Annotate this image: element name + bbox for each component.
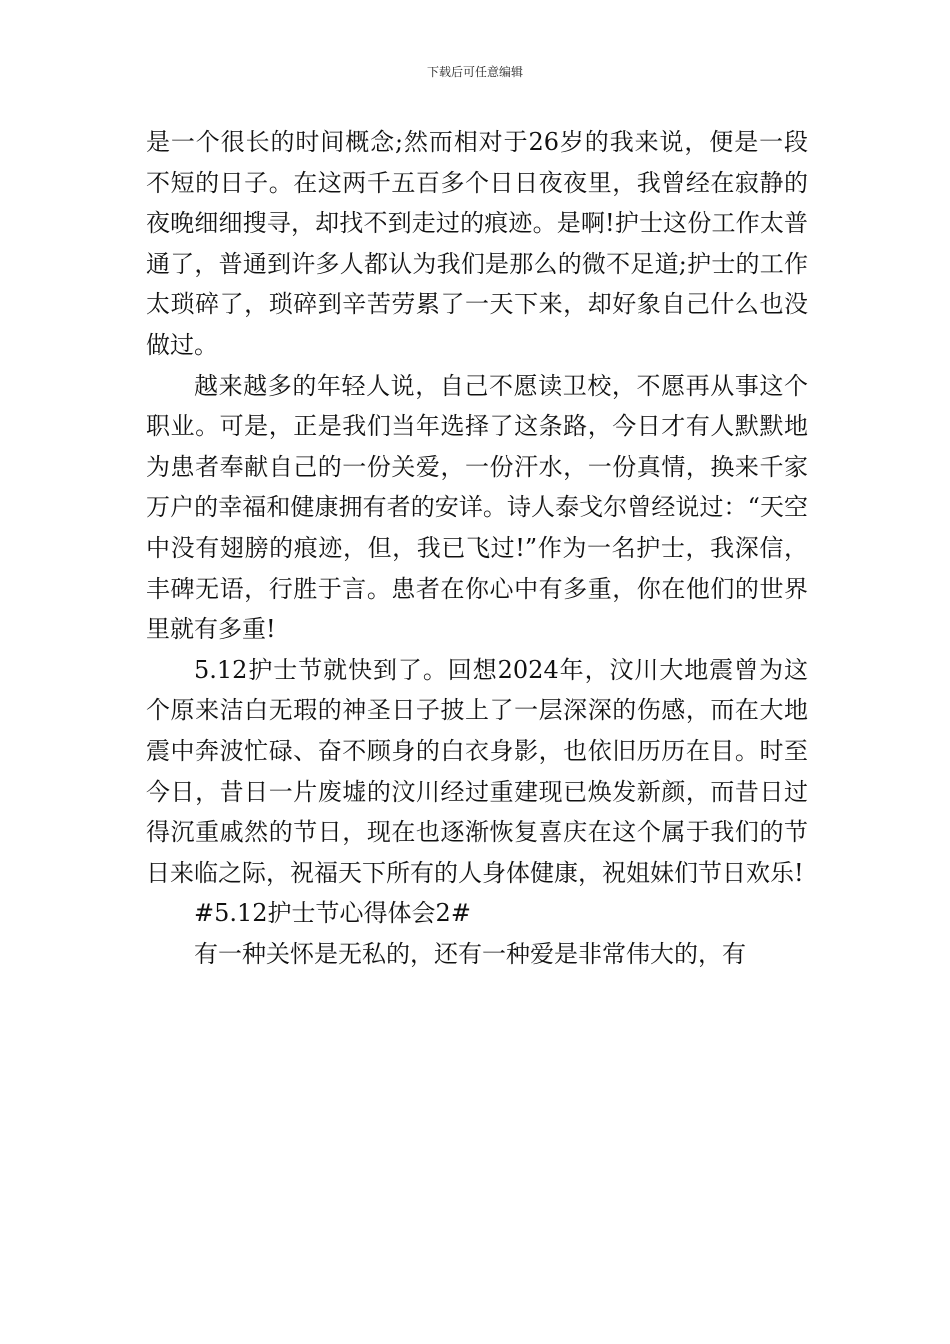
paragraph-2 bbox=[146, 366, 808, 650]
text-line: 5.12护士节就快到了。回想2024年，汶川大地震曾为 bbox=[194, 655, 784, 684]
paragraph-1 bbox=[146, 122, 808, 366]
text-line: 在目。时至今日，昔日一片废墟的汶川经过重建现已焕发 bbox=[146, 736, 809, 806]
text-line: 份工作太普通了，普通到许多人都认为我们是那么的微不 bbox=[146, 209, 808, 278]
page-header: 下载后可任意编辑 bbox=[426, 65, 523, 79]
text-line: 作为一名护士，我深信，丰碑无语，行胜于言。患者在你 bbox=[146, 533, 809, 603]
section-heading bbox=[146, 893, 808, 934]
text-line: 新颜，而昔日过得沉重戚然的节日，现在也逐渐恢复喜庆 bbox=[146, 777, 809, 847]
text-line: 足道;护士的工作太琐碎了，琐碎到辛苦劳累了一天下来， bbox=[146, 249, 808, 319]
text-line: 健康，祝姐妹们节日欢乐! bbox=[530, 858, 804, 887]
text-line: 在这个属于我们的节日来临之际，祝福天下所有的人身体 bbox=[146, 818, 809, 887]
text-line: 是一个很长的时间概念;然而相对于26岁的我来说，便是一 bbox=[146, 128, 784, 156]
text-line: 有一种关怀是无私的，还有一种爱是非常伟大的，有 bbox=[194, 939, 746, 968]
document-body bbox=[146, 122, 808, 974]
text-line: 心中有多重，你在他们的世界里就有多重! bbox=[146, 574, 809, 644]
text-line: 寂静的夜晚细细搜寻，却找不到走过的痕迹。是啊!护士这 bbox=[146, 168, 808, 238]
text-line: 人默默地为患者奉献自己的一份关爱，一份汗水，一份真 bbox=[146, 412, 809, 481]
text-line: #5.12护士节心得体会2# bbox=[194, 899, 471, 928]
text-line: 这个职业。可是，正是我们当年选择了这条路，今日才有 bbox=[146, 371, 809, 441]
paragraph-3 bbox=[146, 650, 808, 894]
text-line: 情，换来千家万户的幸福和健康拥有者的安详。诗人泰戈 bbox=[146, 452, 809, 522]
text-line: 尔曾经说过：“天空中没有翅膀的痕迹，但，我已飞过!” bbox=[146, 493, 808, 562]
text-line: 这个原来洁白无瑕的神圣日子披上了一层深深的伤感，而 bbox=[146, 655, 808, 725]
text-line: 段不短的日子。在这两千五百多个日日夜夜里，我曾经在 bbox=[146, 128, 808, 197]
paragraph-4 bbox=[146, 934, 808, 975]
text-line: 越来越多的年轻人说，自己不愿读卫校，不愿再从事 bbox=[194, 371, 760, 400]
text-line: 在大地震中奔波忙碌、奋不顾身的白衣身影，也依旧历历 bbox=[146, 696, 808, 765]
text-line: 却好象自己什么也没做过。 bbox=[146, 290, 809, 359]
